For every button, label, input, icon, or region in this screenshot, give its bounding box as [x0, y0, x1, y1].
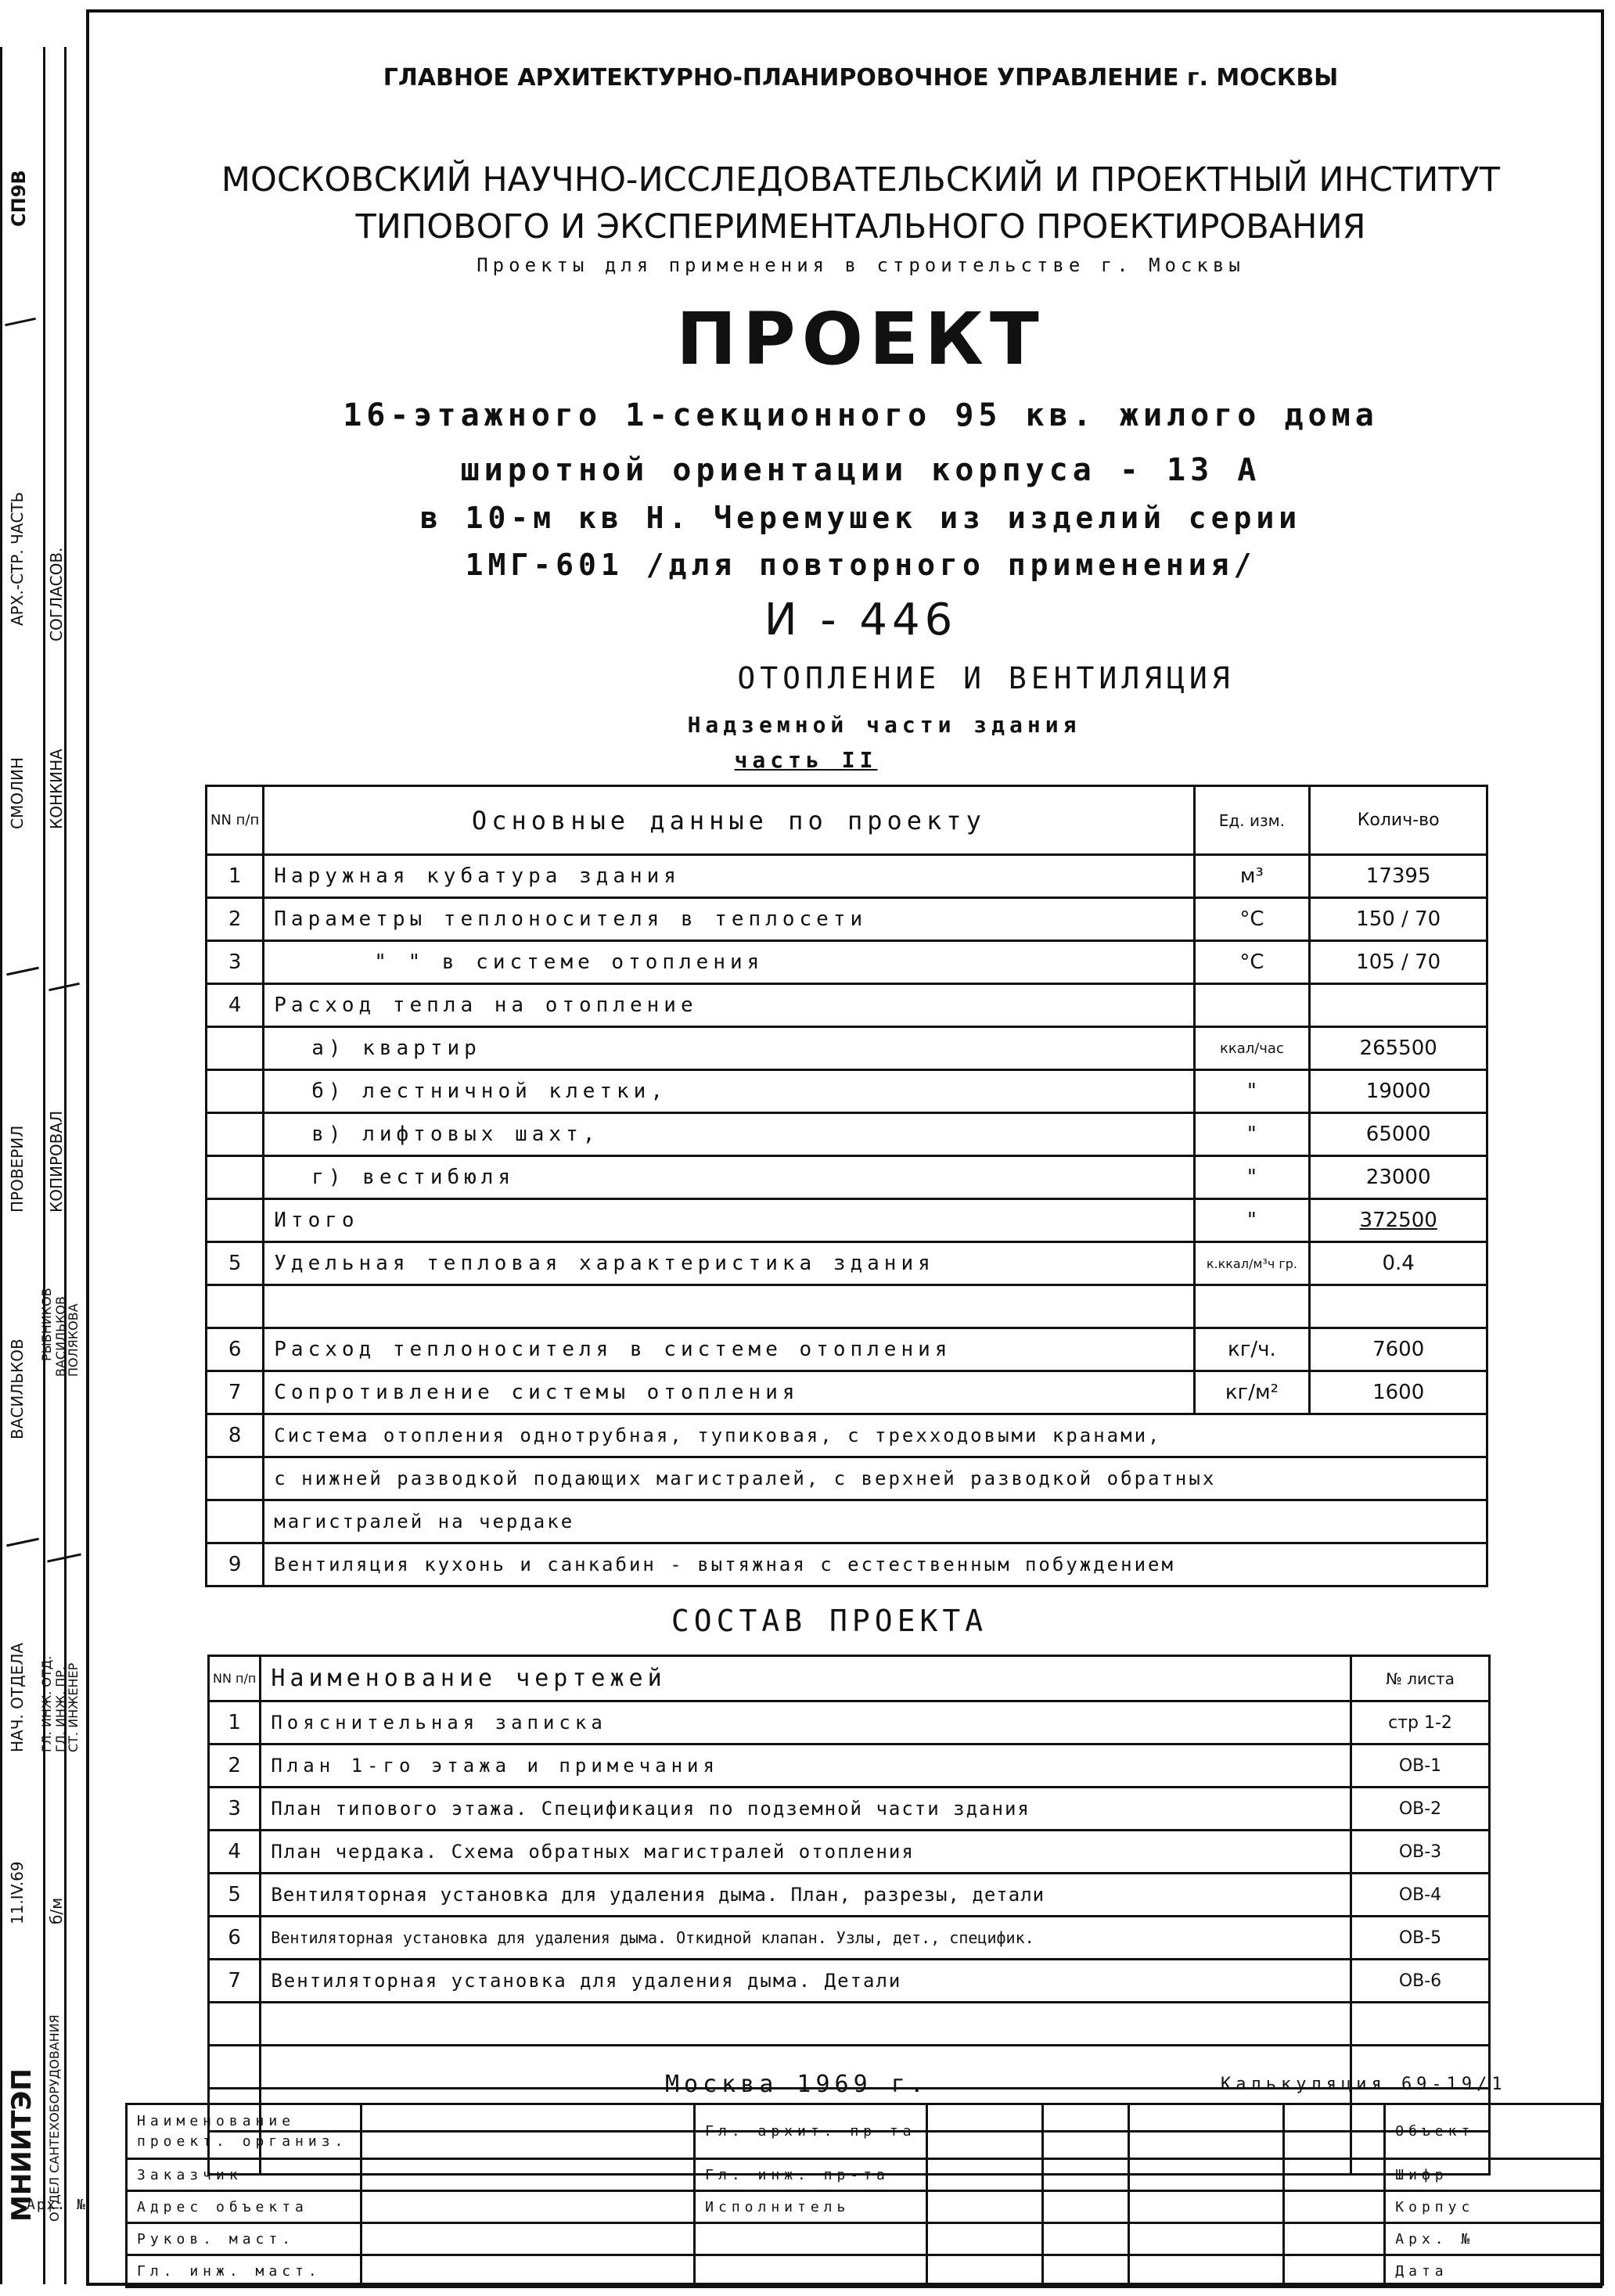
cell: 3 [209, 1788, 261, 1831]
cell [207, 1457, 264, 1500]
table-row [209, 1831, 1490, 1874]
cell: Расход теплоносителя в системе отопления [264, 1328, 1194, 1371]
cell [1310, 1285, 1487, 1328]
title-label: Исполнитель [695, 2191, 926, 2223]
signature [5, 318, 36, 326]
cell: 150 / 70 [1310, 898, 1487, 941]
cell [1128, 2159, 1283, 2191]
cell [695, 2223, 926, 2255]
cell [361, 2104, 694, 2159]
cell: Удельная тепловая характеристика здания [264, 1242, 1194, 1285]
col-header: Наименование чертежей [261, 1656, 1351, 1701]
sidebar-label: ГЛ. ИНЖ. ПР. [53, 1665, 68, 1752]
sidebar-label: СМОЛИН [8, 756, 27, 829]
cell [209, 2046, 261, 2089]
table-row [207, 1543, 1487, 1586]
cell [207, 1199, 264, 1242]
cell: 8 [207, 1414, 264, 1457]
cell [1128, 2104, 1283, 2159]
table-row [207, 1457, 1487, 1500]
title-label: Объект [1385, 2104, 1602, 2159]
sidebar-label: ВАСИЛЬКОВ [53, 1296, 68, 1377]
cell: " " в системе отопления [264, 941, 1194, 984]
col-header: Основные данные по проекту [264, 786, 1194, 855]
sidebar-label: НАЧ. ОТДЕЛА [8, 1642, 27, 1752]
cell [1310, 984, 1487, 1027]
title-block-row [127, 2255, 1602, 2287]
approval-sidebar [0, 47, 86, 2284]
cell [207, 1027, 264, 1070]
cell: ОВ-5 [1351, 1917, 1490, 1960]
cell: Расход тепла на отопление [264, 984, 1194, 1027]
cell [1128, 2191, 1283, 2223]
table-row [209, 1874, 1490, 1917]
col-header: Ед. изм. [1194, 786, 1310, 855]
cell [209, 2003, 261, 2046]
signature [6, 1538, 39, 1547]
table-row [207, 1328, 1487, 1371]
cell: 6 [207, 1328, 264, 1371]
cell: ОВ-2 [1351, 1788, 1490, 1831]
cell: Вентиляторная установка для удаления дыма. План, разрезы, детали [261, 1874, 1351, 1917]
cell: План чердака. Схема обратных магистралей отопления [261, 1831, 1351, 1874]
table-row [207, 1500, 1487, 1543]
table-row [209, 1744, 1490, 1788]
cell: ОВ-4 [1351, 1874, 1490, 1917]
title-block-row [127, 2223, 1602, 2255]
cell: 4 [209, 1831, 261, 1874]
project-line: широтной ориентации корпуса - 13 А [460, 452, 1261, 488]
signature [6, 967, 39, 976]
composition-title: СОСТАВ ПРОЕКТА [671, 1604, 988, 1638]
cell: стр 1-2 [1351, 1701, 1490, 1744]
cell [207, 1285, 264, 1328]
cell: План 1-го этажа и примечания [261, 1744, 1351, 1788]
cell [1194, 1285, 1310, 1328]
cell: м³ [1194, 855, 1310, 898]
cell [1284, 2223, 1385, 2255]
title-block-row [127, 2159, 1602, 2191]
cell: г) вестибюля [264, 1156, 1194, 1199]
cell [261, 2003, 1351, 2046]
cell [1284, 2159, 1385, 2191]
cell: 5 [209, 1874, 261, 1917]
title-label: Заказчик [127, 2159, 361, 2191]
cell: 0.4 [1310, 1242, 1487, 1285]
sidebar-label: СОГЛАСОВ. [47, 547, 66, 641]
cell: Пояснительная записка [261, 1701, 1351, 1744]
cell: 105 / 70 [1310, 941, 1487, 984]
project-line: 16-этажного 1-секционного 95 кв. жилого дома [343, 397, 1379, 433]
cell: ОВ-6 [1351, 1960, 1490, 2003]
cell: 23000 [1310, 1156, 1487, 1199]
sidebar-label: б/м [47, 1897, 66, 1924]
cell: ккал/час [1194, 1027, 1310, 1070]
col-header: NN п/п [207, 786, 264, 855]
sidebar-label: СТ. ИНЖЕНЕР [66, 1662, 81, 1752]
sidebar-label: ПРОВЕРИЛ [8, 1125, 27, 1213]
sidebar-label: КОПИРОВАЛ [47, 1110, 66, 1213]
cell: кг/м² [1194, 1371, 1310, 1414]
table-header-row [209, 1656, 1490, 1701]
cell: Система отопления однотрубная, тупиковая, с трехходовыми кранами, [264, 1414, 1487, 1457]
archive-number-label: Арх. № [27, 2197, 88, 2213]
cell [1043, 2191, 1128, 2223]
table-row [207, 1027, 1487, 1070]
sidebar-label: СП9В [8, 170, 30, 227]
col-header: NN п/п [209, 1656, 261, 1701]
table-row [207, 1199, 1487, 1242]
cell [926, 2255, 1043, 2287]
cell: " [1194, 1199, 1310, 1242]
cell: °С [1194, 941, 1310, 984]
sidebar-label: АРХ.-СТР. ЧАСТЬ [8, 491, 27, 626]
cell: кг/ч. [1194, 1328, 1310, 1371]
sidebar-label: ПОЛЯКОВА [66, 1303, 81, 1377]
cell [1284, 2255, 1385, 2287]
sidebar-label: ВАСИЛЬКОВ [8, 1338, 27, 1439]
sidebar-label: 11.IV.69 [8, 1861, 27, 1924]
title-label: Гл. инж. маст. [127, 2255, 361, 2287]
cell: 4 [207, 984, 264, 1027]
table-row [207, 1242, 1487, 1285]
cell [207, 1500, 264, 1543]
cell: б) лестничной клетки, [264, 1070, 1194, 1113]
institute-note: Проекты для применения в строительстве г. Москвы [477, 254, 1245, 276]
cell [207, 1070, 264, 1113]
title-label: Корпус [1385, 2191, 1602, 2223]
cell: 1 [207, 855, 264, 898]
sidebar-label: ГЛ. ИНЖ. ОТД. [39, 1655, 54, 1752]
cell [264, 1285, 1194, 1328]
table-row [207, 984, 1487, 1027]
cell: 6 [209, 1917, 261, 1960]
table-row [207, 1285, 1487, 1328]
cell: к.ккал/м³ч гр. [1194, 1242, 1310, 1285]
institute-subtitle: ТИПОВОГО И ЭКСПЕРИМЕНТАЛЬНОГО ПРОЕКТИРОВАНИЯ [355, 207, 1366, 246]
sidebar-label: МНИИТЭП [6, 2068, 38, 2222]
cell: 2 [207, 898, 264, 941]
col-header: Колич-во [1310, 786, 1487, 855]
title-block-row [127, 2104, 1602, 2159]
cell [1284, 2191, 1385, 2223]
cell: в) лифтовых шахт, [264, 1113, 1194, 1156]
cell: 265500 [1310, 1027, 1487, 1070]
cell: 7 [207, 1371, 264, 1414]
cell [207, 1113, 264, 1156]
cell: 2 [209, 1744, 261, 1788]
project-subject-2: Надземной части здания [687, 712, 1081, 738]
cell [207, 1156, 264, 1199]
cell [1128, 2255, 1283, 2287]
table-row [207, 1156, 1487, 1199]
cell [361, 2191, 694, 2223]
calculation-number: Калькуляция 69-19/1 [1221, 2075, 1507, 2094]
project-part: часть II [734, 747, 878, 773]
cell: Итого [264, 1199, 1194, 1242]
cell: ОВ-1 [1351, 1744, 1490, 1788]
table-row [209, 1917, 1490, 1960]
cell: магистралей на чердаке [264, 1500, 1487, 1543]
cell [361, 2223, 694, 2255]
cell [1194, 984, 1310, 1027]
title-label: Руков. маст. [127, 2223, 361, 2255]
cell: План типового этажа. Спецификация по подземной части здания [261, 1788, 1351, 1831]
cell [926, 2223, 1043, 2255]
cell: а) квартир [264, 1027, 1194, 1070]
city-year: Москва 1969 г. [665, 2071, 929, 2098]
sidebar-label: ОТДЕЛ САНТЕХОБОРУДОВАНИЯ [47, 2014, 62, 2222]
table-row [207, 1371, 1487, 1414]
project-subject: ОТОПЛЕНИЕ И ВЕНТИЛЯЦИЯ [737, 661, 1235, 695]
title-block-row [127, 2191, 1602, 2223]
table-row [207, 1113, 1487, 1156]
title-label: Адрес объекта [127, 2191, 361, 2223]
cell [1128, 2223, 1283, 2255]
cell: 65000 [1310, 1113, 1487, 1156]
project-line: в 10-м кв Н. Черемушек из изделий серии [419, 501, 1302, 535]
cell: " [1194, 1070, 1310, 1113]
cell: " [1194, 1113, 1310, 1156]
cell: 9 [207, 1543, 264, 1586]
title-label: Дата [1385, 2255, 1602, 2287]
table-row [207, 941, 1487, 984]
cell [1351, 2003, 1490, 2046]
cell: 19000 [1310, 1070, 1487, 1113]
cell: ОВ-3 [1351, 1831, 1490, 1874]
project-line: 1МГ-601 /для повторного применения/ [465, 548, 1257, 582]
cell: 1 [209, 1701, 261, 1744]
cell: 1600 [1310, 1371, 1487, 1414]
title-label: Наименование проект. организ. [127, 2104, 361, 2159]
table-row [207, 898, 1487, 941]
cell: Вентиляторная установка для удаления дыма. Откидной клапан. Узлы, дет., специфик. [261, 1917, 1351, 1960]
cell [361, 2255, 694, 2287]
cell: 5 [207, 1242, 264, 1285]
sidebar-label: РЫБНИКОВ [39, 1288, 54, 1361]
title-label: Гл. инж. пр-та [695, 2159, 926, 2191]
title-label: Арх. № [1385, 2223, 1602, 2255]
table-row [207, 855, 1487, 898]
cell: 7600 [1310, 1328, 1487, 1371]
title-block [125, 2103, 1602, 2288]
cell [1043, 2159, 1128, 2191]
cell [1043, 2255, 1128, 2287]
table-row [209, 1960, 1490, 2003]
cell [1043, 2104, 1128, 2159]
table-row [209, 2003, 1490, 2046]
table-row [207, 1414, 1487, 1457]
col-header: № листа [1351, 1656, 1490, 1701]
cell: 7 [209, 1960, 261, 2003]
table-row [209, 1701, 1490, 1744]
cell [926, 2104, 1043, 2159]
cell [361, 2159, 694, 2191]
cell: с нижней разводкой подающих магистралей, с верхней разводкой обратных [264, 1457, 1487, 1500]
cell: Наружная кубатура здания [264, 855, 1194, 898]
table-row [209, 1788, 1490, 1831]
sidebar-label: КОНКИНА [47, 749, 66, 829]
institute-title: МОСКОВСКИЙ НАУЧНО-ИССЛЕДОВАТЕЛЬСКИЙ И ПРОЕКТНЫЙ ИНСТИТУТ [221, 160, 1501, 199]
project-title: ПРОЕКТ [676, 297, 1045, 381]
cell [926, 2191, 1043, 2223]
cell: 17395 [1310, 855, 1487, 898]
cell [926, 2159, 1043, 2191]
agency-title: ГЛАВНОЕ АРХИТЕКТУРНО-ПЛАНИРОВОЧНОЕ УПРАВЛЕНИЕ г. МОСКВЫ [383, 64, 1339, 92]
table-row [207, 1070, 1487, 1113]
title-label: Гл. архит. пр-та [695, 2104, 926, 2159]
project-data-table [205, 785, 1488, 1587]
cell [695, 2255, 926, 2287]
cell: " [1194, 1156, 1310, 1199]
table-header-row [207, 786, 1487, 855]
cell: Вентиляция кухонь и санкабин - вытяжная с естественным побуждением [264, 1543, 1487, 1586]
cell [1284, 2104, 1385, 2159]
cell: 372500 [1310, 1199, 1487, 1242]
cell: Вентиляторная установка для удаления дыма. Детали [261, 1960, 1351, 2003]
project-code: И - 446 [764, 595, 958, 645]
title-label: Шифр [1385, 2159, 1602, 2191]
cell [1043, 2223, 1128, 2255]
cell: °С [1194, 898, 1310, 941]
cell: Параметры теплоносителя в теплосети [264, 898, 1194, 941]
cell: 3 [207, 941, 264, 984]
cell: Сопротивление системы отопления [264, 1371, 1194, 1414]
